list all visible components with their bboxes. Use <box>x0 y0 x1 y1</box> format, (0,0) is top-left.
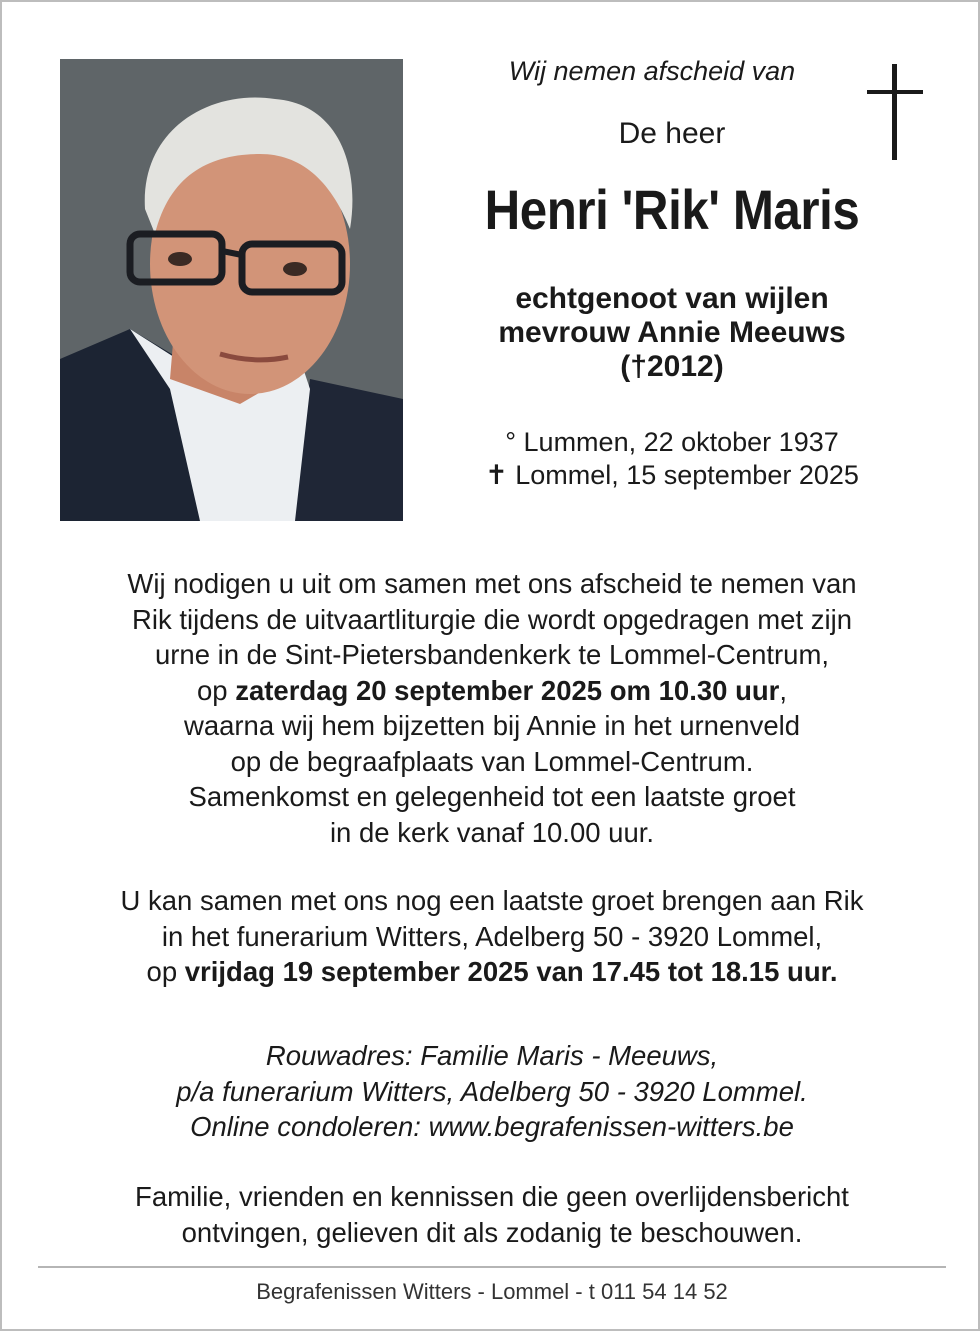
text-line: Familie, vrienden en kennissen die geen overlijdensbericht <box>135 1181 849 1212</box>
condolence-link[interactable]: Online condoleren: www.begrafenissen-witters.be <box>190 1111 794 1142</box>
spouse-line: mevrouw Annie Meeuws <box>498 316 846 349</box>
header-block <box>432 52 912 492</box>
text-line: op de begraafplaats van Lommel-Centrum. <box>230 745 754 777</box>
deceased-name: Henri 'Rik' Maris <box>484 178 860 241</box>
life-dates <box>432 426 912 492</box>
text-line: U kan samen met ons nog een laatste groet brengen aan Rik <box>120 885 864 916</box>
address-paragraph <box>42 1038 942 1145</box>
spouse-line: echtgenoot van wijlen <box>515 282 829 315</box>
visitation-date-line: op vrijdag 19 september 2025 van 17.45 tot 18.15 uur. <box>146 956 838 987</box>
ceremony-date-line: op zaterdag 20 september 2025 om 10.30 uur, <box>196 674 788 706</box>
cross-icon <box>867 64 923 160</box>
footer-text: Begrafenissen Witters - Lommel - t 011 54 14 52 <box>256 1279 728 1304</box>
ceremony-paragraph <box>42 566 942 850</box>
closing-paragraph <box>42 1179 942 1250</box>
text-line: urne in de Sint-Pietersbandenkerk te Lommel-Centrum, <box>154 639 830 670</box>
text-line: p/a funerarium Witters, Adelberg 50 - 3920 Lommel. <box>176 1075 808 1107</box>
divider <box>38 1266 946 1268</box>
birth-date: ° Lummen, 22 oktober 1937 <box>505 427 839 457</box>
text-line: in de kerk vanaf 10.00 uur. <box>329 816 655 848</box>
text-line: Rouwadres: Familie Maris - Meeuws, <box>265 1040 719 1071</box>
text-line: waarna wij hem bijzetten bij Annie in het urnenveld <box>183 710 801 741</box>
portrait-photo <box>60 59 403 521</box>
spouse-line: (†2012) <box>620 350 724 383</box>
text-line: Wij nodigen u uit om samen met ons afscheid te nemen van <box>127 568 857 599</box>
ceremony-datetime: zaterdag 20 september 2025 om 10.30 uur <box>235 674 780 706</box>
honorific: De heer <box>618 117 726 150</box>
text-line: in het funerarium Witters, Adelberg 50 - 3920 Lommel, <box>161 920 823 952</box>
death-date: ✝ Lommel, 15 september 2025 <box>485 460 859 490</box>
spouse-info <box>432 282 912 384</box>
intro-text: Wij nemen afscheid van <box>508 56 796 86</box>
visitation-paragraph <box>42 883 942 990</box>
text-line: ontvingen, gelieven dit als zodanig te beschouwen. <box>181 1216 803 1248</box>
visitation-datetime: vrijdag 19 september 2025 van 17.45 tot 18.15 uur. <box>184 956 838 987</box>
text-line: Rik tijdens de uitvaartliturgie die wordt opgedragen met zijn <box>132 603 852 635</box>
text-line: Samenkomst en gelegenheid tot een laatste groet <box>188 781 796 812</box>
